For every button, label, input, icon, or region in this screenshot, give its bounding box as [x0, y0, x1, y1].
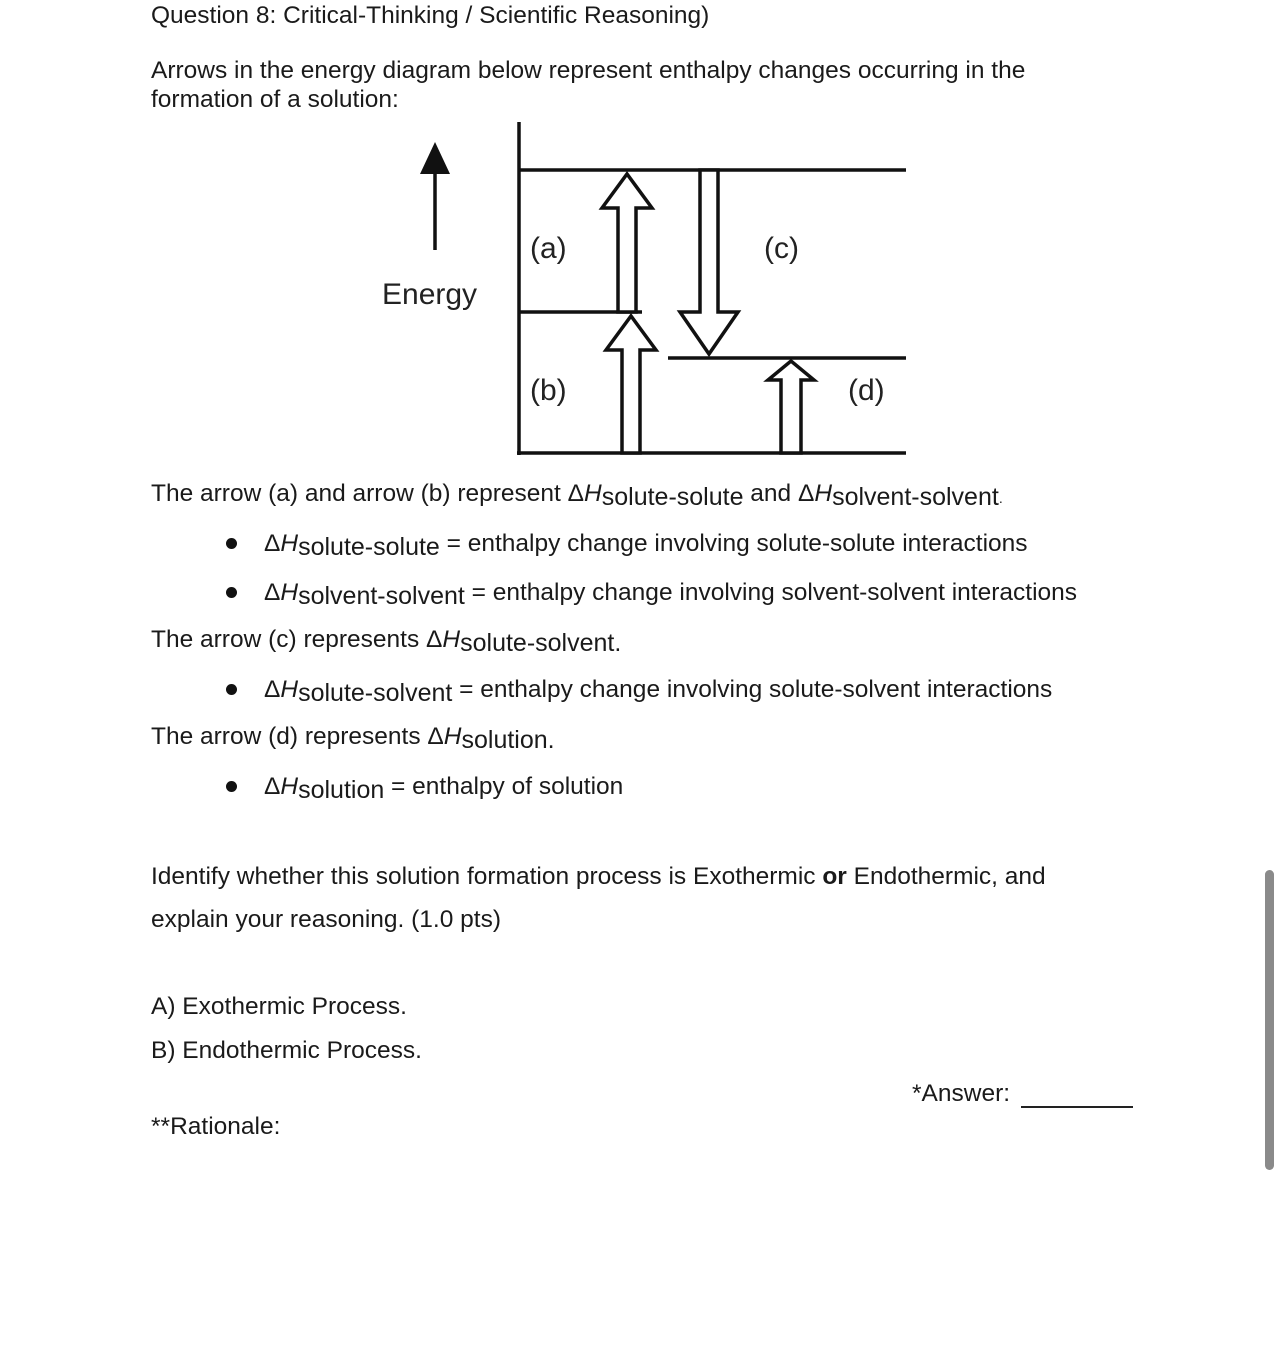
- delta-symbol: Δ: [797, 480, 815, 507]
- bullet-solute-solute: [264, 529, 1028, 561]
- bullet-solvent-solvent: [264, 578, 1078, 610]
- label-a: (a): [530, 232, 567, 265]
- bullet-dot: [226, 684, 237, 695]
- subscript-solvent-solvent: solvent-solvent: [832, 483, 999, 511]
- answer-label: *Answer:: [912, 1080, 1011, 1107]
- answer-blank-line[interactable]: [1021, 1106, 1133, 1108]
- label-c: (c): [764, 232, 799, 265]
- h-symbol: H: [280, 579, 299, 606]
- label-b: (b): [530, 374, 567, 407]
- and-text: and: [743, 480, 798, 507]
- delta-symbol: Δ: [427, 723, 444, 750]
- delta-symbol: Δ: [426, 626, 443, 653]
- arrow-b: [606, 316, 656, 453]
- arrow-c: [680, 170, 738, 354]
- label-d: (d): [848, 374, 885, 407]
- h-symbol: H: [280, 530, 299, 557]
- prompt-line-2: explain your reasoning. (1.0 pts): [151, 906, 501, 933]
- question-intro: [151, 56, 1151, 114]
- subscript-solute-solvent: solute-solvent: [460, 629, 615, 657]
- bullet-text: = enthalpy change involving solute-solute interactions: [439, 530, 1028, 557]
- h-symbol: H: [814, 480, 833, 507]
- explanation-arrows-ab: [151, 479, 1003, 511]
- arrow-a: [602, 174, 652, 312]
- energy-axis-arrow: [420, 142, 450, 250]
- prompt-or-bold: or: [822, 863, 847, 890]
- bullet-dot: [226, 781, 237, 792]
- bullet-text: = enthalpy change involving solvent-solvent interactions: [464, 579, 1078, 606]
- period: .: [547, 726, 555, 754]
- bullet-text: = enthalpy change involving solute-solvent interactions: [452, 676, 1053, 703]
- question-title: Question 8: Critical-Thinking / Scientific Reasoning): [151, 2, 710, 29]
- subscript-solute-solute: solute-solute: [298, 533, 440, 561]
- subscript-solvent-solvent: solvent-solvent: [298, 582, 465, 610]
- scrollbar-thumb[interactable]: [1265, 870, 1274, 1170]
- delta-symbol: Δ: [264, 773, 281, 800]
- bullet-dot: [226, 538, 237, 549]
- delta-symbol: Δ: [567, 480, 585, 507]
- bullet-text: = enthalpy of solution: [384, 773, 624, 800]
- rationale-label: **Rationale:: [151, 1113, 281, 1140]
- bullet-solution: [264, 772, 624, 804]
- subscript-solution: solution: [298, 776, 385, 804]
- energy-axis-label: Energy: [382, 278, 478, 311]
- intro-line-2: formation of a solution:: [151, 86, 399, 113]
- line-c-prefix: The arrow (c) represents: [151, 626, 427, 653]
- subscript-solute-solute: solute-solute: [601, 483, 744, 511]
- subscript-solution: solution: [461, 726, 548, 754]
- h-symbol: H: [280, 676, 299, 703]
- delta-symbol: Δ: [264, 530, 281, 557]
- bullet-solute-solvent: [264, 675, 1053, 707]
- intro-line-1: Arrows in the energy diagram below represent enthalpy changes occurring in the: [151, 57, 1026, 84]
- explanation-arrow-c: [151, 625, 622, 657]
- prompt-text: Identify whether this solution formation process is Exothermic: [151, 863, 823, 890]
- period: .: [998, 490, 1003, 506]
- subscript-solute-solvent: solute-solvent: [298, 679, 453, 707]
- arrow-d: [768, 361, 814, 453]
- option-b: B) Endothermic Process.: [151, 1037, 422, 1064]
- line-d-prefix: The arrow (d) represents: [151, 723, 428, 750]
- delta-symbol: Δ: [264, 676, 281, 703]
- prompt-line-1: [151, 863, 1046, 891]
- delta-h-solute-solute: [567, 480, 744, 511]
- explanation-arrow-d: [151, 722, 555, 754]
- bullet-dot: [226, 587, 237, 598]
- h-symbol: H: [442, 626, 461, 653]
- h-symbol: H: [443, 723, 462, 750]
- delta-h-solvent-solvent: [797, 480, 999, 511]
- period: .: [614, 629, 622, 657]
- option-a: A) Exothermic Process.: [151, 993, 407, 1020]
- h-symbol: H: [280, 773, 299, 800]
- energy-diagram: [370, 118, 930, 468]
- h-symbol: H: [584, 480, 602, 507]
- line-ab-prefix: The arrow (a) and arrow (b) represent: [151, 480, 568, 507]
- prompt-text: Endothermic, and: [846, 863, 1046, 890]
- delta-symbol: Δ: [264, 579, 281, 606]
